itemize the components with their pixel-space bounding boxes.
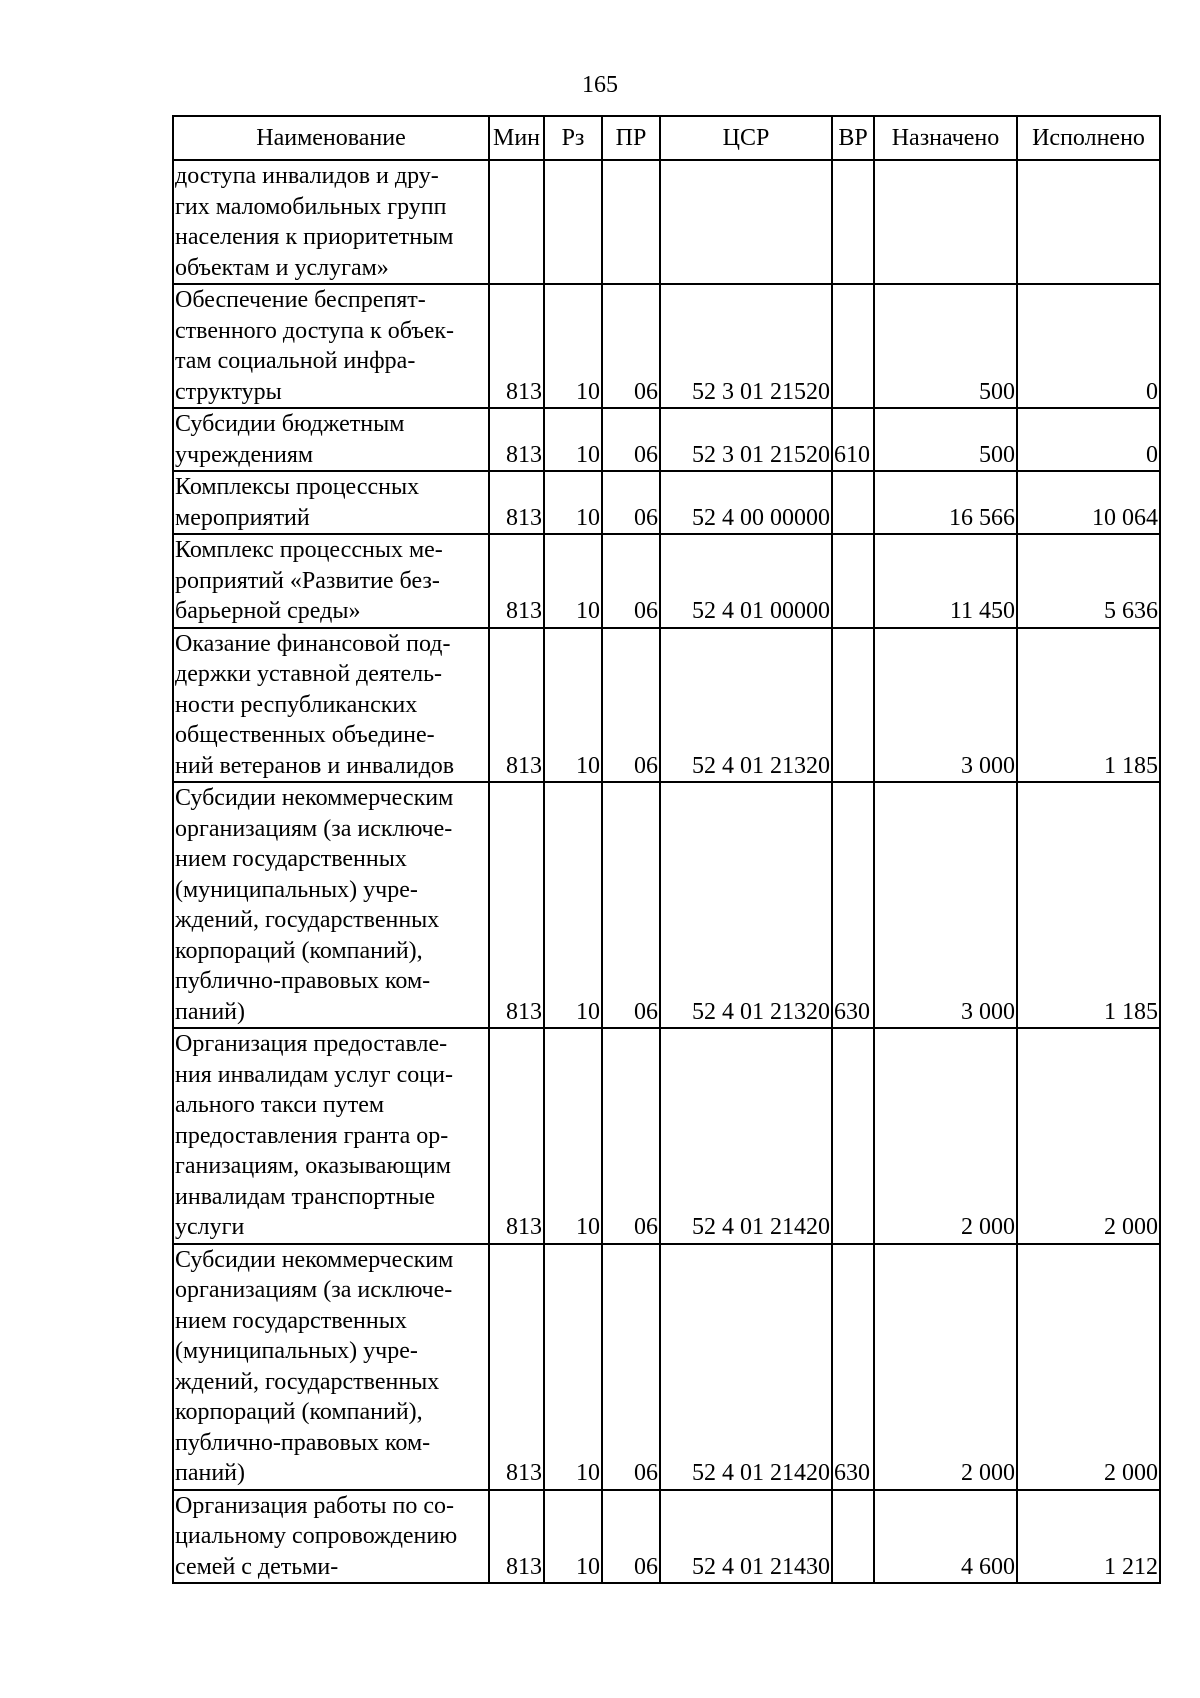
cell-name-line: организациям (за исключе- (175, 815, 453, 842)
cell-executed: 1 185 (1017, 782, 1160, 1028)
cell-name-line: Субсидии некоммерческим (175, 785, 454, 811)
cell-name-line: семей с детьми- (175, 1553, 339, 1580)
cell-vr (832, 160, 874, 284)
cell-name-line: там социальной инфра- (175, 348, 416, 374)
cell-executed: 5 636 (1017, 534, 1160, 628)
cell-pr: 06 (602, 408, 660, 471)
cell-vr: 630 (832, 782, 874, 1028)
cell-name-line: держки уставной деятель- (175, 661, 443, 687)
cell-min: 813 (489, 284, 544, 408)
cell-name (173, 782, 489, 1028)
cell-vr: 630 (832, 1244, 874, 1490)
column-header-min: Мин (489, 116, 544, 160)
cell-executed: 0 (1017, 284, 1160, 408)
cell-name-line: Организация предоставле- (175, 1031, 448, 1057)
cell-csr: 52 4 01 21420 (660, 1244, 832, 1490)
cell-name-line: ственного доступа к объек- (175, 317, 455, 344)
cell-min: 813 (489, 782, 544, 1028)
cell-name-line: ний ветеранов и инвалидов (175, 752, 455, 779)
column-header-assigned: Назначено (874, 116, 1017, 160)
cell-name-line: учреждениям (175, 441, 314, 468)
table-row (173, 284, 1160, 408)
cell-name-line: публично-правовых ком- (175, 1429, 431, 1456)
cell-rz: 10 (544, 534, 602, 628)
cell-name-line: барьерной среды» (175, 598, 361, 624)
cell-pr: 06 (602, 782, 660, 1028)
cell-rz: 10 (544, 782, 602, 1028)
cell-rz: 10 (544, 408, 602, 471)
cell-vr (832, 628, 874, 783)
cell-assigned: 11 450 (874, 534, 1017, 628)
cell-min: 813 (489, 628, 544, 783)
cell-min (489, 160, 544, 284)
cell-rz: 10 (544, 1490, 602, 1584)
cell-assigned: 4 600 (874, 1490, 1017, 1584)
cell-vr (832, 284, 874, 408)
cell-name-line: нием государственных (175, 1307, 407, 1334)
cell-rz: 10 (544, 1244, 602, 1490)
table-row (173, 782, 1160, 1028)
cell-name (173, 1028, 489, 1244)
cell-csr: 52 3 01 21520 (660, 284, 832, 408)
cell-executed: 2 000 (1017, 1028, 1160, 1244)
cell-name-line: паний) (175, 998, 246, 1025)
cell-name (173, 284, 489, 408)
cell-assigned: 16 566 (874, 471, 1017, 534)
cell-name-line: нием государственных (175, 846, 407, 872)
table-row (173, 471, 1160, 534)
table-row (173, 628, 1160, 783)
cell-pr: 06 (602, 1490, 660, 1584)
cell-csr: 52 4 01 21420 (660, 1028, 832, 1244)
cell-csr: 52 4 00 00000 (660, 471, 832, 534)
table-row (173, 1490, 1160, 1584)
cell-name-line: Оказание финансовой под- (175, 630, 451, 657)
cell-vr (832, 534, 874, 628)
cell-min: 813 (489, 1028, 544, 1244)
cell-pr: 06 (602, 284, 660, 408)
cell-pr: 06 (602, 1028, 660, 1244)
cell-name-line: ности республиканских (175, 691, 418, 718)
cell-name-line: Комплексы процессных (175, 474, 420, 500)
cell-rz (544, 160, 602, 284)
cell-name-line: роприятий «Развитие без- (175, 567, 440, 594)
table-body (173, 160, 1160, 1583)
cell-pr (602, 160, 660, 284)
cell-name-line: корпораций (компаний), (175, 937, 423, 964)
cell-name (173, 160, 489, 284)
cell-name-line: ганизациям, оказывающим (175, 1153, 451, 1179)
cell-name-line: публично-правовых ком- (175, 968, 431, 994)
column-header-name: Наименование (173, 116, 489, 160)
cell-pr: 06 (602, 471, 660, 534)
cell-min: 813 (489, 534, 544, 628)
column-header-executed: Исполнено (1017, 116, 1160, 160)
cell-name-line: паний) (175, 1460, 246, 1486)
table-row (173, 534, 1160, 628)
cell-vr (832, 471, 874, 534)
cell-assigned: 3 000 (874, 782, 1017, 1028)
cell-name-line: инвалидам транспортные (175, 1183, 436, 1210)
cell-csr: 52 3 01 21520 (660, 408, 832, 471)
table-row (173, 160, 1160, 284)
table-header-row (173, 116, 1160, 160)
page-number: 165 (582, 72, 618, 98)
cell-name-line: Организация работы по со- (175, 1492, 455, 1519)
cell-executed: 1 185 (1017, 628, 1160, 783)
column-header-csr: ЦСР (660, 116, 832, 160)
cell-pr: 06 (602, 534, 660, 628)
cell-min: 813 (489, 1490, 544, 1584)
cell-rz: 10 (544, 471, 602, 534)
cell-rz: 10 (544, 628, 602, 783)
cell-name (173, 628, 489, 783)
cell-name-line: объектам и услугам» (175, 254, 389, 281)
cell-name-line: корпораций (компаний), (175, 1399, 423, 1425)
cell-name (173, 1490, 489, 1584)
cell-name (173, 534, 489, 628)
budget-table (172, 115, 1161, 1584)
cell-executed (1017, 160, 1160, 284)
cell-name-line: Субсидии бюджетным (175, 411, 405, 437)
cell-name-line: общественных объедине- (175, 722, 435, 748)
cell-min: 813 (489, 408, 544, 471)
cell-name-line: структуры (175, 378, 282, 405)
cell-name-line: ального такси путем (175, 1092, 385, 1118)
cell-assigned: 500 (874, 284, 1017, 408)
cell-vr (832, 1028, 874, 1244)
cell-name-line: Комплекс процессных ме- (175, 537, 443, 563)
cell-min: 813 (489, 471, 544, 534)
table-row (173, 408, 1160, 471)
table-row (173, 1028, 1160, 1244)
cell-name-line: населения к приоритетным (175, 224, 454, 250)
cell-assigned: 2 000 (874, 1028, 1017, 1244)
column-header-rz: Рз (544, 116, 602, 160)
cell-assigned: 3 000 (874, 628, 1017, 783)
cell-assigned (874, 160, 1017, 284)
cell-vr: 610 (832, 408, 874, 471)
cell-csr: 52 4 01 21430 (660, 1490, 832, 1584)
cell-name-line: мероприятий (175, 504, 310, 531)
cell-name-line: услуги (175, 1214, 245, 1240)
cell-assigned: 2 000 (874, 1244, 1017, 1490)
cell-csr: 52 4 01 21320 (660, 628, 832, 783)
cell-name (173, 471, 489, 534)
cell-name (173, 408, 489, 471)
cell-name (173, 1244, 489, 1490)
cell-csr: 52 4 01 00000 (660, 534, 832, 628)
cell-assigned: 500 (874, 408, 1017, 471)
cell-name-line: (муниципальных) учре- (175, 876, 418, 903)
cell-name-line: предоставления гранта ор- (175, 1122, 449, 1149)
cell-executed: 10 064 (1017, 471, 1160, 534)
cell-name-line: (муниципальных) учре- (175, 1338, 418, 1364)
cell-name-line: ния инвалидам услуг соци- (175, 1061, 453, 1088)
table-row (173, 1244, 1160, 1490)
cell-name-line: ждений, государственных (175, 907, 440, 933)
cell-name-line: ждений, государственных (175, 1368, 440, 1395)
cell-name-line: гих маломобильных групп (175, 193, 447, 220)
cell-min: 813 (489, 1244, 544, 1490)
cell-name-line: организациям (за исключе- (175, 1277, 453, 1303)
cell-executed: 2 000 (1017, 1244, 1160, 1490)
column-header-pr: ПР (602, 116, 660, 160)
cell-pr: 06 (602, 628, 660, 783)
cell-vr (832, 1490, 874, 1584)
cell-pr: 06 (602, 1244, 660, 1490)
cell-name-line: Субсидии некоммерческим (175, 1246, 454, 1273)
cell-rz: 10 (544, 284, 602, 408)
cell-name-line: доступа инвалидов и дру- (175, 163, 439, 189)
cell-csr: 52 4 01 21320 (660, 782, 832, 1028)
cell-executed: 0 (1017, 408, 1160, 471)
cell-name-line: Обеспечение беспрепят- (175, 287, 426, 313)
cell-rz: 10 (544, 1028, 602, 1244)
cell-executed: 1 212 (1017, 1490, 1160, 1584)
cell-csr (660, 160, 832, 284)
column-header-vr: ВР (832, 116, 874, 160)
cell-name-line: циальному сопровождению (175, 1523, 458, 1549)
